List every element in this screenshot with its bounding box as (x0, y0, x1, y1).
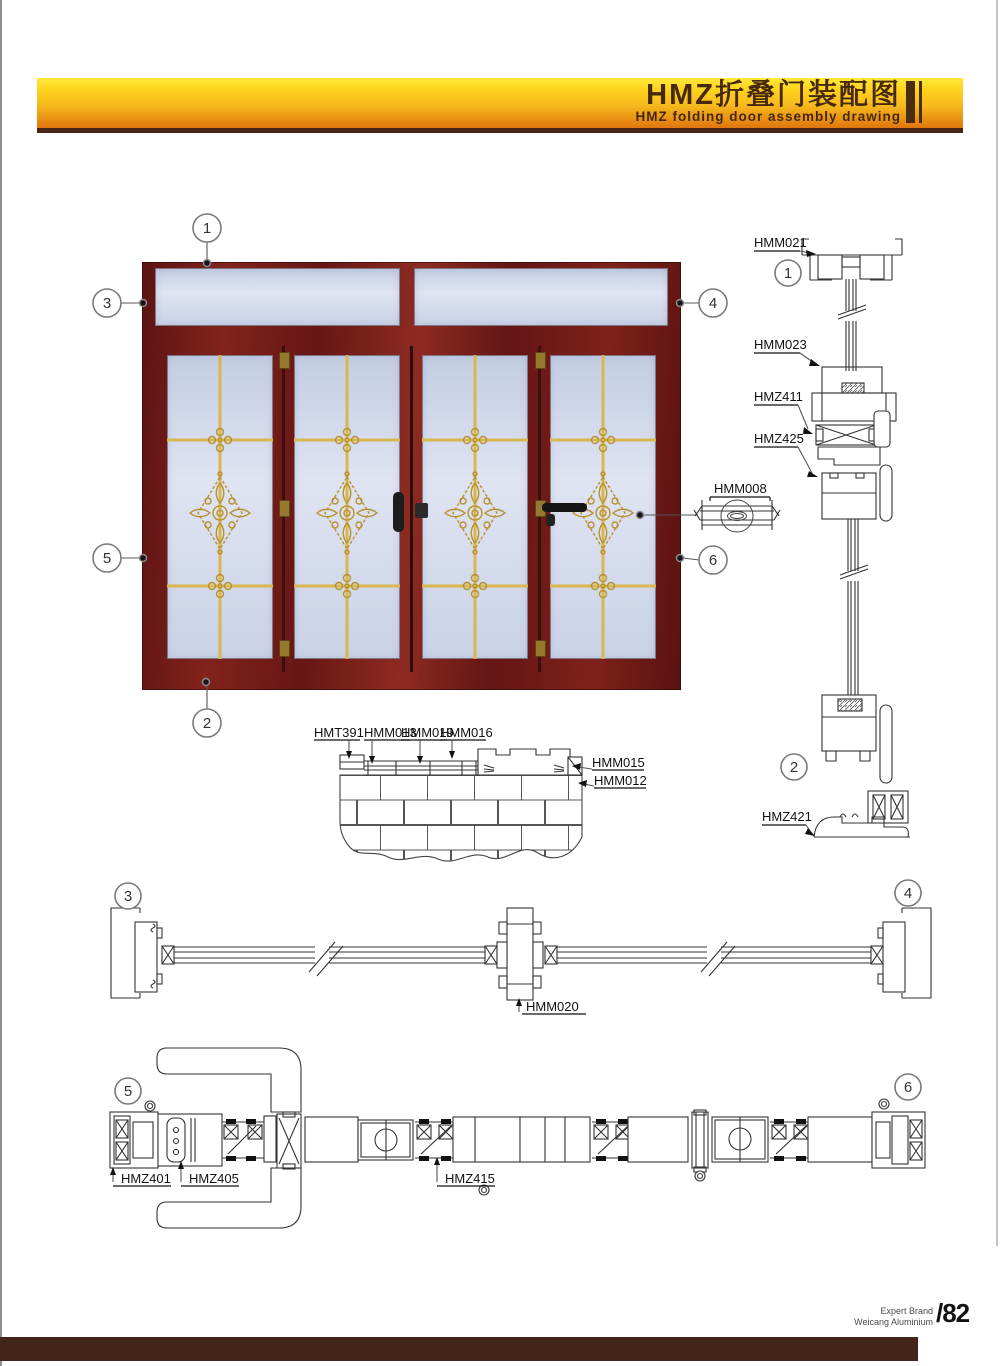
callout-5-num: 5 (102, 550, 112, 567)
label-hmm023: HMM023 (754, 337, 807, 352)
dot-callout-5 (140, 555, 147, 562)
dot-callout-3 (140, 300, 147, 307)
footer-bar (0, 1337, 918, 1361)
page-title-cn: HMZ折叠门装配图 (646, 79, 901, 111)
footer-brand-line2: Weicang Aluminium (854, 1317, 933, 1327)
plan-section-top (95, 880, 945, 1020)
banner-divider-bar-thin (919, 81, 922, 123)
label-hmz405: HMZ405 (189, 1171, 239, 1186)
label-hmm008: HMM008 (714, 481, 767, 496)
elevation-annotations (80, 210, 793, 740)
plan-section-bottom (95, 1040, 945, 1235)
plan-top-drawing (111, 908, 931, 1000)
plan-circle-3: 3 (123, 888, 133, 905)
page-title-en: HMZ folding door assembly drawing (635, 109, 901, 124)
label-hmm013: HMM013 (364, 725, 417, 740)
section-circle-1: 1 (783, 265, 793, 282)
dot-callout-1 (204, 260, 211, 267)
callout-4 (699, 289, 727, 317)
section-circle-2: 2 (789, 759, 799, 776)
label-hmm020: HMM020 (526, 999, 579, 1014)
callout-4-num: 4 (708, 295, 718, 312)
label-hmz415: HMZ415 (445, 1171, 495, 1186)
vertical-section (740, 225, 940, 845)
label-hmz411: HMZ411 (754, 389, 803, 404)
callout-3-num: 3 (102, 295, 112, 312)
callout-6-num: 6 (708, 552, 718, 569)
label-hmm012: HMM012 (594, 773, 647, 788)
page-number: /82 (936, 1298, 970, 1328)
label-hmt391: HMT391 (314, 725, 364, 740)
plan-circle-5: 5 (123, 1083, 133, 1100)
footer-brand (854, 1306, 933, 1328)
dot-detail-hmm008 (637, 512, 644, 519)
callout-leaders (121, 242, 699, 709)
label-hmm021: HMM021 (754, 235, 807, 250)
label-hmm016: HMM016 (440, 725, 493, 740)
page-right-edge (996, 0, 998, 1246)
header-banner (37, 78, 963, 133)
callout-1-num: 1 (202, 220, 212, 237)
callout-2 (193, 709, 221, 737)
callout-6 (699, 546, 727, 574)
dot-callout-2 (203, 679, 210, 686)
label-hmz401: HMZ401 (121, 1171, 171, 1186)
label-hmz425: HMZ425 (754, 431, 804, 446)
sill-profiles (340, 749, 582, 775)
vertical-section-drawing (802, 239, 910, 837)
callout-5 (93, 544, 121, 572)
dot-callout-6 (677, 555, 684, 562)
callout-2-num: 2 (202, 715, 212, 732)
dot-callout-4 (677, 300, 684, 307)
page-left-edge (0, 0, 2, 1366)
brick-wall (340, 775, 582, 861)
sill-section (310, 725, 660, 890)
plan-circle-6: 6 (903, 1079, 913, 1096)
banner-divider-bar-thick (906, 81, 915, 123)
footer-brand-line1: Expert Brand (880, 1306, 933, 1316)
label-hmm015: HMM015 (592, 755, 645, 770)
callout-3 (93, 289, 121, 317)
callout-1 (193, 214, 221, 242)
plan-bottom-drawing (110, 1048, 925, 1228)
label-hmm019: HMM019 (401, 725, 454, 740)
vertical-section-labels (754, 235, 820, 836)
label-hmz421: HMZ421 (762, 809, 812, 824)
plan-circle-4: 4 (903, 885, 913, 902)
header-titles (635, 80, 901, 124)
